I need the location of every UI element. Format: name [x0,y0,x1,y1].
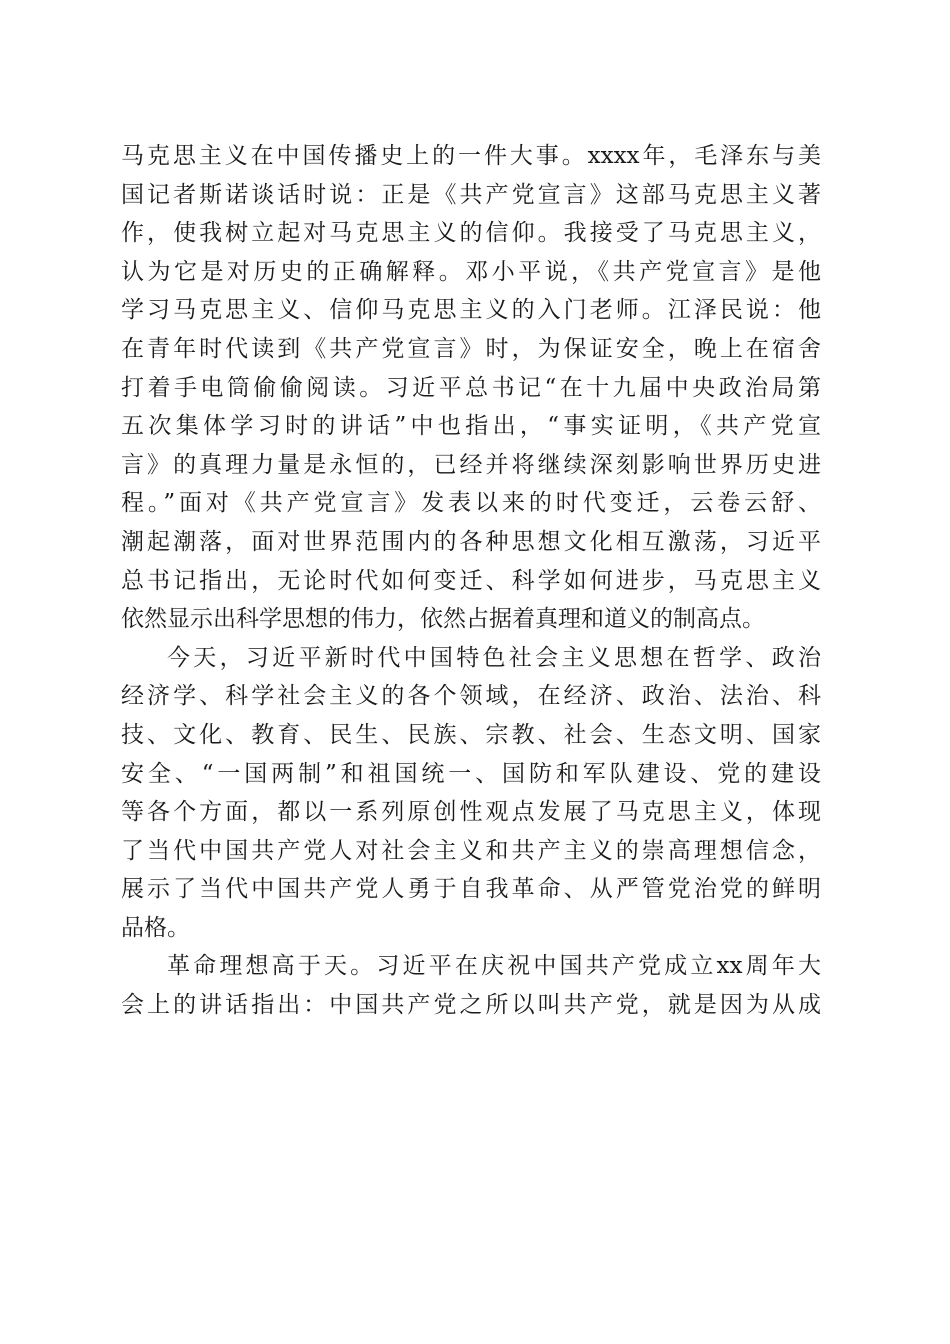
text-line: 会上的讲话指出：中国共产党之所以叫共产党，就是因为从成 [121,992,821,1019]
text-line: 五次集体学习时的讲话”中也指出，“事实证明，《共产党宣 [121,413,821,440]
paragraph-start-line: 革命理想高于天。习近平在庆祝中国共产党成立xx周年大 [167,953,821,980]
text-line: 学习马克思主义、信仰马克思主义的入门老师。江泽民说：他 [121,297,821,324]
text-line: 打着手电筒偷偷阅读。习近平总书记“在十九届中央政治局第 [121,374,821,401]
text-line: 品格。 [121,914,190,941]
text-line: 马克思主义在中国传播史上的一件大事。xxxx年，毛泽东与美 [121,143,821,169]
text-line: 言》的真理力量是永恒的，已经并将继续深刻影响世界历史进 [121,451,821,478]
text-line: 程。”面对《共产党宣言》发表以来的时代变迁，云卷云舒、 [121,490,821,517]
text-line: 国记者斯诺谈话时说：正是《共产党宣言》这部马克思主义著 [121,181,821,208]
text-line: 了当代中国共产党人对社会主义和共产主义的崇高理想信念， [121,837,821,864]
body-text [121,137,821,1025]
text-line: 安全、“一国两制”和祖国统一、国防和军队建设、党的建设 [121,760,821,787]
paragraph-start-line: 今天，习近平新时代中国特色社会主义思想在哲学、政治 [167,644,821,671]
text-line: 经济学、科学社会主义的各个领域，在经济、政治、法治、科 [121,683,821,710]
text-line: 等各个方面，都以一系列原创性观点发展了马克思主义，体现 [121,799,821,826]
text-line: 总书记指出，无论时代如何变迁、科学如何进步，马克思主义 [121,567,821,594]
text-line: 依然显示出科学思想的伟力，依然占据着真理和道义的制高点。 [121,606,765,633]
text-line: 潮起潮落，面对世界范围内的各种思想文化相互激荡，习近平 [121,528,821,555]
text-line: 作，使我树立起对马克思主义的信仰。我接受了马克思主义， [121,220,821,247]
text-line: 在青年时代读到《共产党宣言》时，为保证安全，晚上在宿舍 [121,335,821,362]
text-line: 认为它是对历史的正确解释。邓小平说，《共产党宣言》是他 [121,258,821,285]
text-line: 展示了当代中国共产党人勇于自我革命、从严管党治党的鲜明 [121,876,821,903]
text-line: 技、文化、教育、民生、民族、宗教、社会、生态文明、国家 [121,721,821,748]
